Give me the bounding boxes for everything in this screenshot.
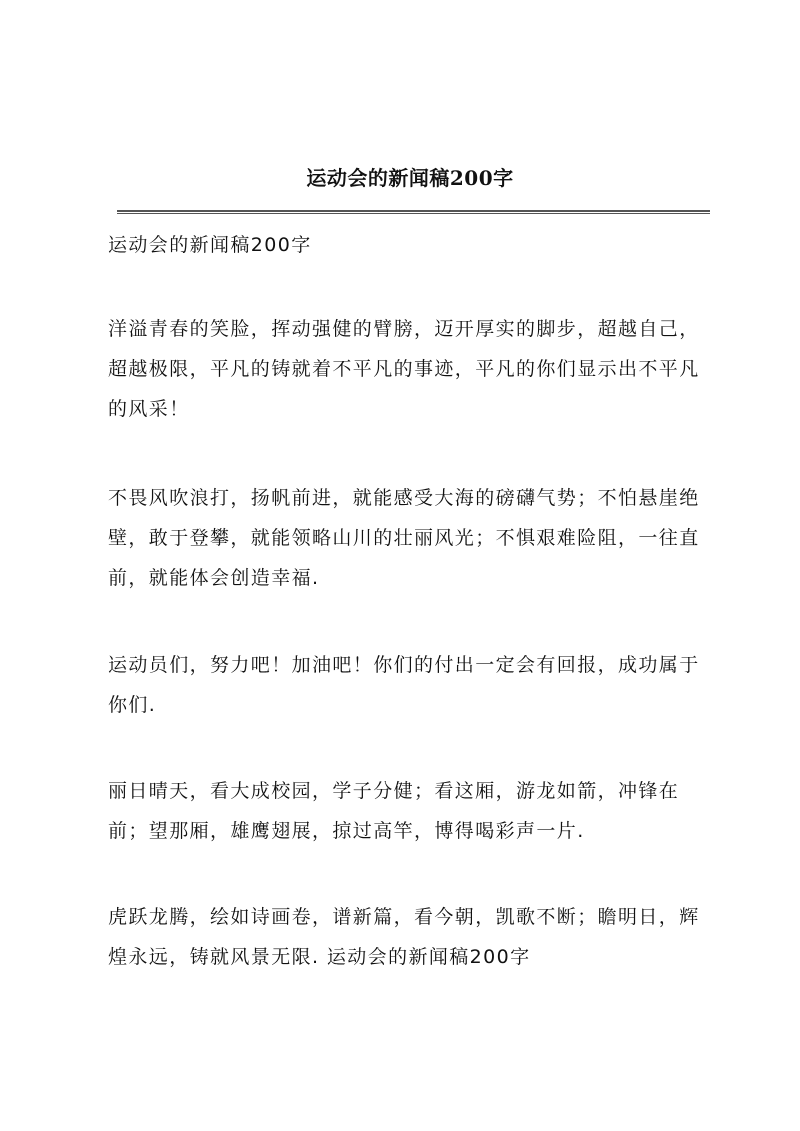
title-divider xyxy=(117,210,710,214)
paragraph-2: 不畏风吹浪打，扬帆前进，就能感受大海的磅礴气势；不怕悬崖绝壁，敢于登攀，就能领略山川的壮丽风光；不惧艰难险阻，一往直前，就能体会创造幸福. xyxy=(108,487,700,589)
paragraph-1: 洋溢青春的笑脸，挥动强健的臂膀，迈开厚实的脚步，超越自己，超越极限，平凡的铸就着不平凡的事迹，平凡的你们显示出不平凡的风采！ xyxy=(108,318,700,420)
paragraph-3: 运动员们，努力吧！加油吧！你们的付出一定会有回报，成功属于你们. xyxy=(108,654,700,716)
document-title: 运动会的新闻稿200字 xyxy=(306,166,514,190)
paragraph-4: 丽日晴天，看大成校园，学子分健；看这厢，游龙如箭，冲锋在前；望那厢，雄鹰翅展，掠过高竿，博得喝彩声一片. xyxy=(108,780,680,842)
paragraph-5: 虎跃龙腾，绘如诗画卷，谱新篇，看今朝，凯歌不断；瞻明日，辉煌永远，铸就风景无限. 运动会的新闻稿200字 xyxy=(108,906,700,968)
document-subtitle: 运动会的新闻稿200字 xyxy=(108,234,312,256)
